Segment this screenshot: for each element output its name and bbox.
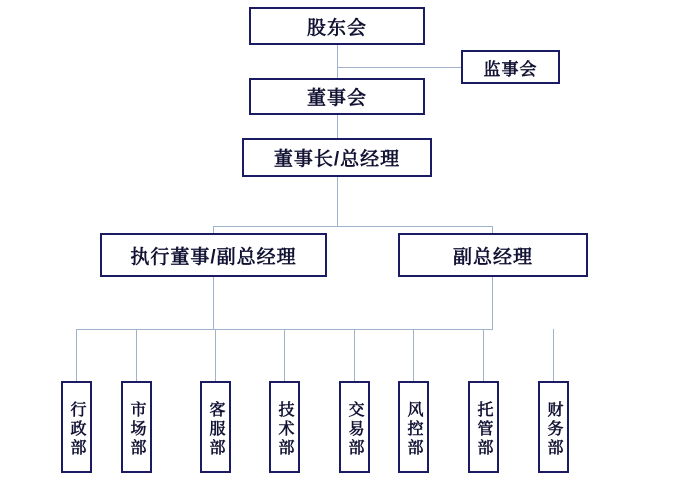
node-dept-custody[interactable]: [468, 381, 499, 473]
node-dept-service[interactable]: [200, 381, 231, 473]
node-dept-trade-label: 交易部: [346, 400, 363, 458]
connector-chairman-bus: [337, 176, 338, 226]
node-dept-tech-label: 技术部: [276, 400, 293, 458]
node-dept-risk-label: 风控部: [405, 400, 422, 458]
connector-shareholders-board: [337, 44, 338, 80]
node-vice-gm-label: 副总经理: [452, 246, 533, 268]
node-shareholders-label: 股东会: [306, 17, 367, 39]
connector-dept-5: [354, 329, 355, 381]
node-dept-tech[interactable]: [269, 381, 300, 473]
connector-board-chairman: [337, 114, 338, 138]
node-supervisors-label: 监事会: [483, 59, 538, 79]
node-chairman-label: 董事长/总经理: [273, 149, 401, 170]
connector-vice-deptbus: [492, 277, 493, 329]
node-shareholders[interactable]: [249, 7, 425, 45]
node-vice-gm[interactable]: [398, 233, 588, 277]
connector-dept-4: [284, 329, 285, 381]
node-dept-custody-label: 托管部: [475, 400, 492, 458]
node-dept-finance-label: 财务部: [545, 400, 562, 458]
node-dept-admin-label: 行政部: [68, 400, 85, 458]
connector-dept-6: [413, 329, 414, 381]
node-supervisors[interactable]: [461, 50, 560, 84]
connector-dept-3: [215, 329, 216, 381]
node-dept-trade[interactable]: [339, 381, 370, 473]
node-dept-admin[interactable]: [61, 381, 92, 473]
connector-dept-8: [553, 329, 554, 381]
node-chairman[interactable]: [242, 138, 432, 177]
connector-dept-7: [483, 329, 484, 381]
connector-exec-deptbus: [213, 277, 214, 329]
node-board[interactable]: [249, 78, 425, 115]
node-dept-finance[interactable]: [538, 381, 569, 473]
connector-dept-2: [136, 329, 137, 381]
connector-dept-1: [76, 329, 77, 381]
node-exec-director-label: 执行董事/副总经理: [130, 246, 297, 268]
node-dept-market[interactable]: [121, 381, 152, 473]
node-exec-director[interactable]: [100, 233, 327, 277]
connector-board-supervisors: [337, 67, 465, 68]
node-board-label: 董事会: [306, 88, 367, 109]
node-dept-risk[interactable]: [398, 381, 429, 473]
node-dept-service-label: 客服部: [207, 400, 224, 458]
node-dept-market-label: 市场部: [128, 400, 145, 458]
connector-level3-bus: [213, 226, 492, 227]
